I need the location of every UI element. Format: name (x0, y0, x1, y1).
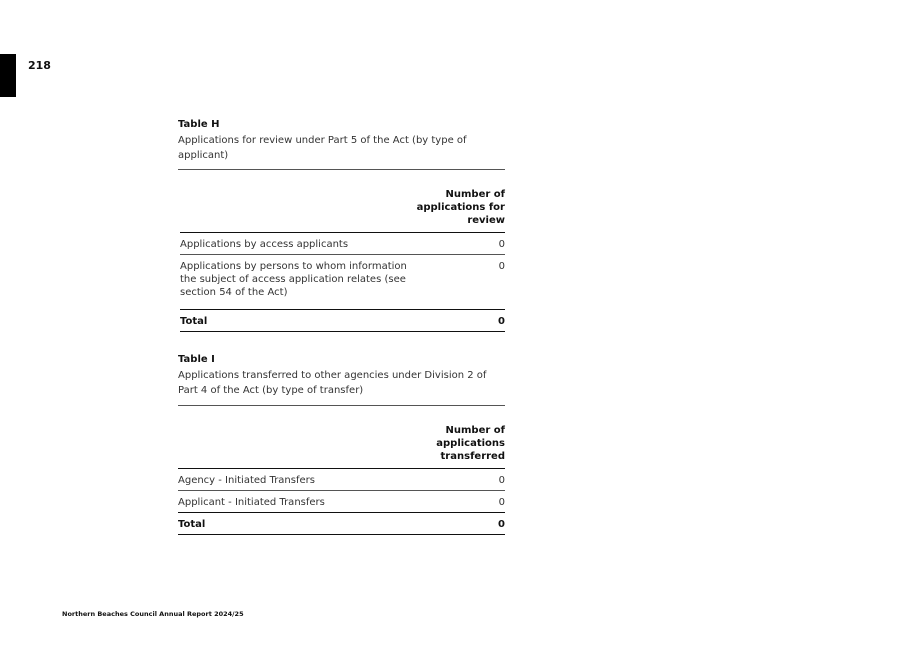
row-value: 0 (498, 475, 505, 486)
row-label: Agency - Initiated Transfers (178, 475, 315, 486)
total-value: 0 (498, 316, 505, 327)
table-h-caption: Applications for review under Part 5 of the Act (by type of applicant) (178, 133, 505, 170)
total-label: Total (178, 519, 206, 530)
table-row (180, 255, 505, 310)
row-label: Applications by access applicants (180, 239, 349, 250)
table-row (180, 233, 505, 255)
table-row (178, 469, 505, 491)
table-i-body (178, 406, 505, 535)
row-label: Applications by persons to whom information the subject of access application relates (see section 54 of the Act) (180, 261, 407, 298)
page-edge-tab (0, 54, 16, 97)
table-i-column-header (178, 406, 505, 469)
row-value: 0 (498, 261, 505, 272)
total-value: 0 (498, 519, 505, 530)
table-i-caption: Applications transferred to other agencies under Division 2 of Part 4 of the Act (by type of transfer) (178, 368, 505, 406)
footer-report-title: Northern Beaches Council Annual Report 2024/25 (62, 610, 244, 618)
page-number: 218 (28, 59, 51, 72)
total-label: Total (180, 316, 208, 327)
table-total-row (178, 513, 505, 535)
row-label: Applicant - Initiated Transfers (178, 497, 325, 508)
row-value: 0 (498, 497, 505, 508)
table-h-column-header-text: Number of applications for review (416, 189, 505, 226)
table-i-column-header-text: Number of applications transferred (436, 425, 505, 462)
table-i-title: Table I (178, 354, 215, 365)
table-h-title: Table H (178, 119, 220, 130)
table-total-row (180, 310, 505, 332)
table-h-body (180, 170, 505, 332)
table-row (178, 491, 505, 513)
row-value: 0 (498, 239, 505, 250)
table-h-column-header (180, 170, 505, 233)
table-i (178, 353, 505, 535)
table-h (178, 118, 505, 332)
